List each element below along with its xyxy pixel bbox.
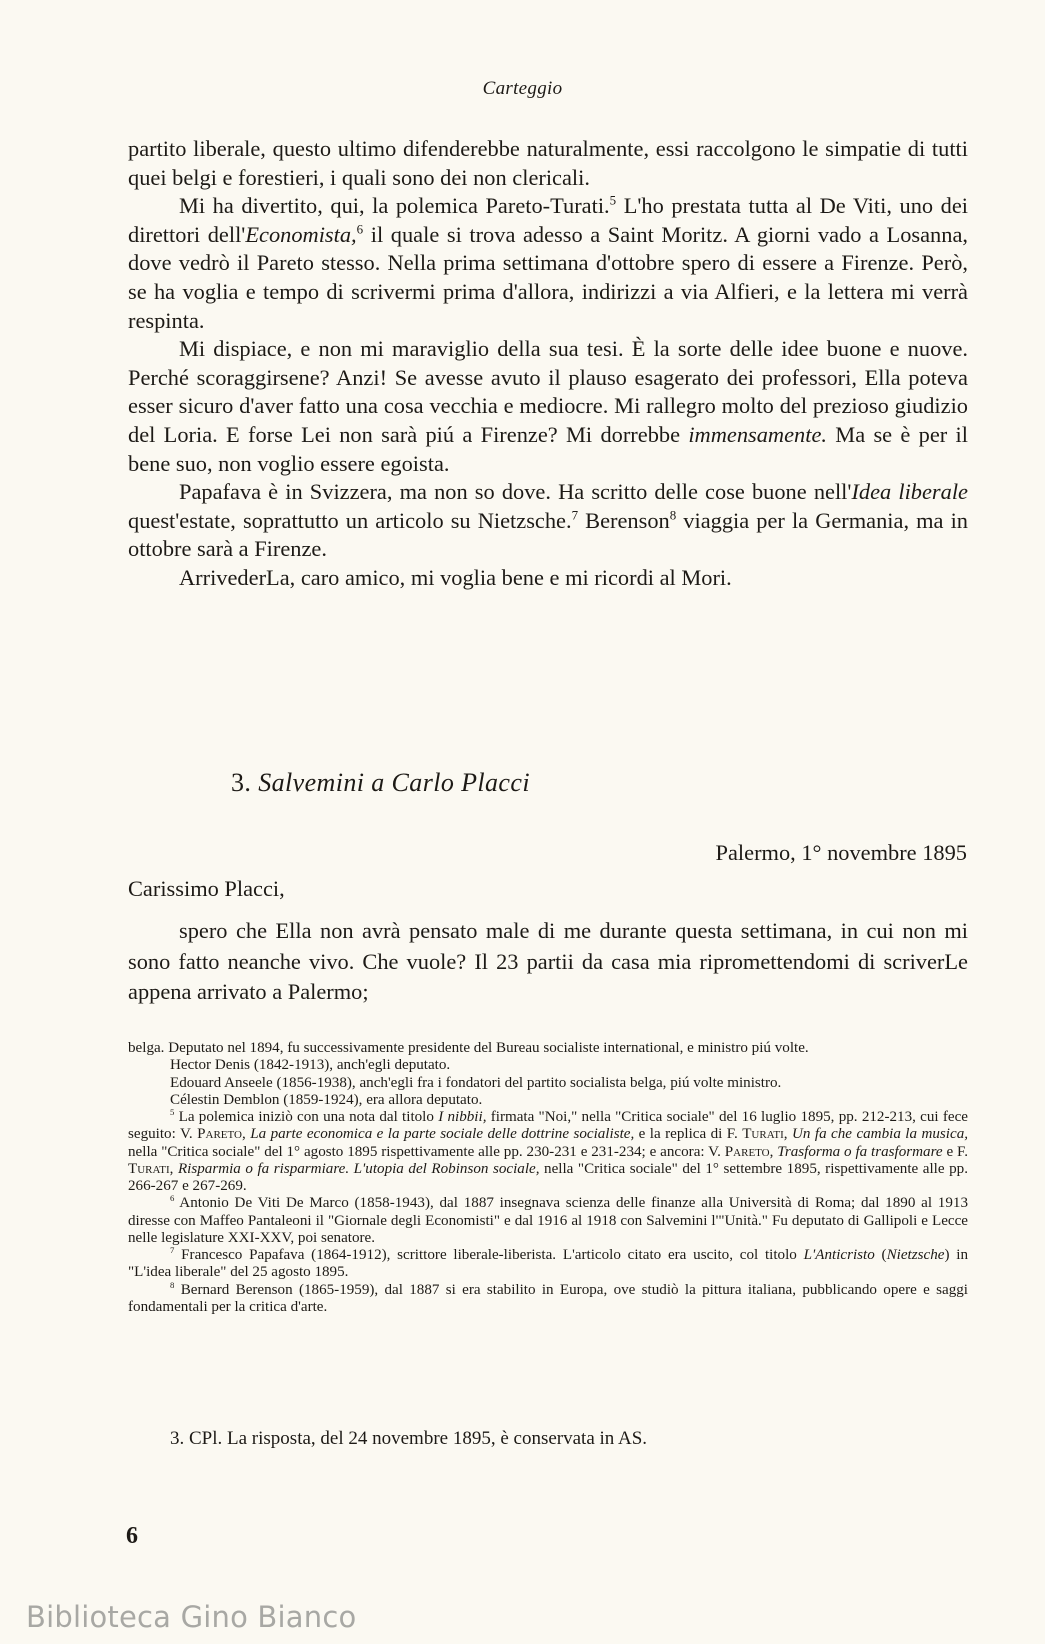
footnote: Hector Denis (1842-1913), anch'egli deputato. xyxy=(170,1057,451,1074)
footnote-number: 8 xyxy=(170,1279,175,1290)
footnote: belga. Deputato nel 1894, fu successivamente presidente del Bureau socialiste international, e ministro piú volte. xyxy=(128,1040,809,1056)
paragraph: spero che Ella non avrà pensato male di me durante questa settimana, in cui non mi sono fatto neanche vivo. Che vuole? Il 23 partii da casa mia ripromettendomi di scriverLe appena arrivato a Palermo; xyxy=(128,918,968,1004)
letter-continuation xyxy=(128,135,968,593)
salutation: Carissimo Placci, xyxy=(128,876,285,901)
running-head: Carteggio xyxy=(482,78,563,99)
footnote-7: $^7$ Francesco Papafava (1864-1912), scrittore liberale-liberista. L'articolo citato era uscito, col titolo L'Anticristo (Nietzsche) in "L'idea liberale" del 25 agosto 1895. xyxy=(128,1244,968,1281)
section-title: Salvemini a Carlo Placci xyxy=(258,768,530,797)
footnote-number: 5 xyxy=(170,1106,175,1117)
watermark-text: Biblioteca Gino Bianco xyxy=(26,1600,357,1634)
page-number: 6 xyxy=(126,1523,138,1549)
dateline: Palermo, 1° novembre 1895 xyxy=(715,840,967,865)
footnote-number: 7 xyxy=(170,1244,175,1255)
paragraph: partito liberale, questo ultimo difenderebbe naturalmente, essi raccolgono le simpatie di tutti quei belgi e forestieri, i quali sono dei non clericali. xyxy=(128,136,968,190)
section-number: 3. xyxy=(231,768,252,797)
footnote: Célestin Demblon (1859-1924), era allora deputato. xyxy=(170,1091,483,1108)
letter-body xyxy=(128,916,968,1008)
footnote-6: $^6$ Antonio De Viti De Marco (1858-1943), dal 1887 insegnava scienza delle finanze alla Università di Roma; dal 1890 al 1913 diresse con Maffeo Pantaleoni il "Giornale degli Economisti" e dal 1916 al 1918 con Salvemini l'"Unità." Fu deputato di Gallipoli e Lecce nelle legislature XXI-XXV, poi senatore. xyxy=(128,1193,968,1246)
footnote-8: $^8$ Bernard Berenson (1865-1959), dal 1887 si era stabilito in Europa, ove studiò la pittura italiana, pubblicando opere e saggi fondamentali per la critica d'arte. xyxy=(128,1279,968,1315)
section-heading xyxy=(231,768,530,798)
footnote: Edouard Anseele (1856-1938), anch'egli fra i fondatori del partito socialista belga, piú volte ministro. xyxy=(170,1074,782,1091)
paragraph: Mi ha divertito, qui, la polemica Pareto-Turati.$^5$ L'ho prestata tutta al De Viti, uno dei direttori dell'Economista,$^6$ il quale si trova adesso a Saint Moritz. A giorni vado a Losanna, dove vedrò il Pareto stesso. Nella prima settimana d'ottobre spero di essere a Firenze. Però, se ha voglia e tempo di scrivermi prima d'allora, indirizzi a via Alfieri, e la lettera mi verrà respinta. xyxy=(128,192,968,333)
footnote-5: $^5$ La polemica iniziò con una nota dal titolo I nibbii, firmata "Noi," nella "Critica sociale" del 16 luglio 1895, pp. 212-213, cui fece seguito: V. Pareto, La parte economica e la parte sociale delle dottrine socialiste, e la replica di F. Turati, Un fa che cambia la musica, nella "Critica sociale" del 1° agosto 1895 rispettivamente alle pp. 230-231 e 231-234; e ancora: V. Pareto, Trasforma o fa trasformare e F. Turati, Risparmia o fa risparmiare. L'utopia del Robinson sociale, nella "Critica sociale" del 1° settembre 1895, rispettivamente alle pp. 266-267 e 267-269. xyxy=(128,1106,969,1194)
footnote-ref[interactable]: 5 xyxy=(609,192,617,208)
footnotes xyxy=(128,1040,968,1316)
paragraph: Mi dispiace, e non mi maraviglio della sua tesi. È la sorte delle idee buone e nuove. Perché scoraggirsene? Anzi! Se avesse avuto il plauso esagerato dei professori, Ella poteva esser sicuro d'aver fatto una cosa vecchia e mediocre. Mi rallegro molto del prezioso giudizio del Loria. E forse Lei non sarà piú a Firenze? Mi dorrebbe immensamente. Ma se è per il bene suo, non voglio essere egoista. xyxy=(128,336,968,476)
closing-paragraph: ArrivederLa, caro amico, mi voglia bene e mi ricordi al Mori. xyxy=(179,564,732,590)
footnote-ref[interactable]: 8 xyxy=(669,507,677,523)
footnote-ref[interactable]: 7 xyxy=(571,507,579,523)
footnote-number: 6 xyxy=(170,1193,175,1204)
paragraph: Papafava è in Svizzera, ma non so dove. Ha scritto delle cose buone nell'Idea liberale quest'estate, soprattutto un articolo su Nietzsche.$^7$ Berenson$^8$ viaggia per la Germania, ma in ottobre sarà a Firenze. xyxy=(128,479,968,562)
footnote-ref[interactable]: 6 xyxy=(356,221,364,237)
archival-note: 3. CPl. La risposta, del 24 novembre 1895, è conservata in AS. xyxy=(170,1428,648,1449)
